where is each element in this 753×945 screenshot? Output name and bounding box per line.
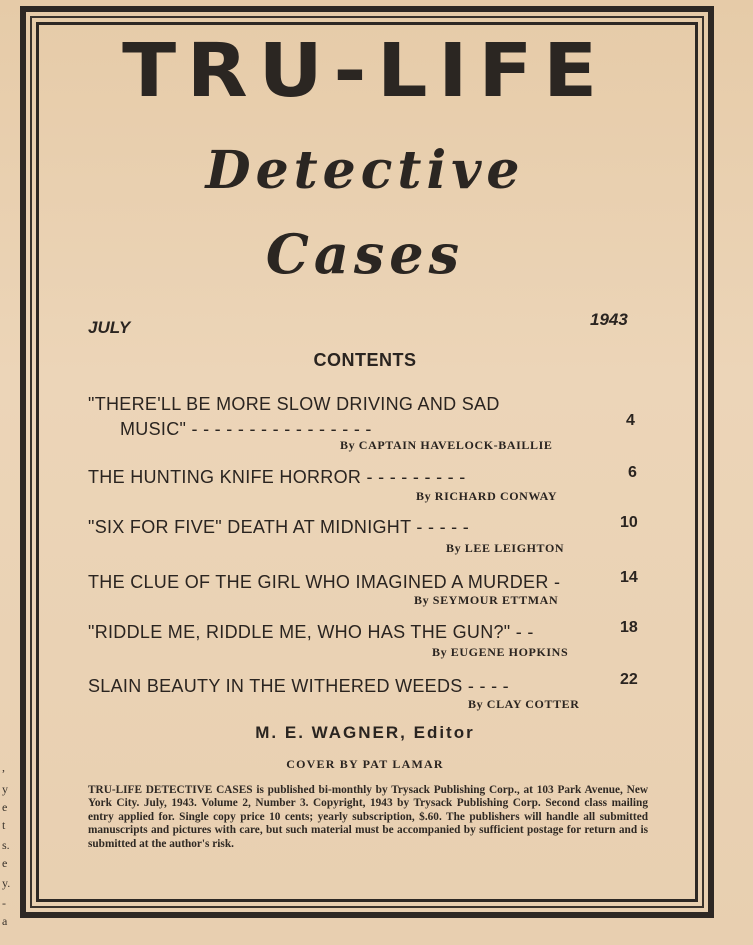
margin-fragment: e — [2, 800, 8, 814]
publication-imprint: TRU-LIFE DETECTIVE CASES is published bi-monthly by Trysack Publishing Corp., at 103 Park Avenue, New York City. July, 1943. Volume 2, Number 3. Copyright, 1943 by Trysack Publishing Corp. Second class mailing entry applied for. Single copy price 10 cents; yearly subscription, $.60. The publishers will handle all submitted manuscripts and pictures with care, but such material must be accompanied by sufficient postage for return and is submitted at the author's risk. — [88, 784, 648, 850]
margin-fragment: - — [2, 896, 6, 910]
entry-author: By LEE LEIGHTON — [446, 541, 565, 555]
entry-author: By RICHARD CONWAY — [416, 489, 558, 503]
margin-fragment: y. — [2, 876, 11, 890]
entry-title: THE HUNTING KNIFE HORROR - - - - - - - - - — [88, 467, 466, 487]
cover-credit: COVER BY PAT LAMAR — [286, 757, 444, 771]
margin-fragment: s. — [2, 838, 10, 852]
editor-credit: M. E. WAGNER, Editor — [255, 723, 475, 742]
entry-author: By SEYMOUR ETTMAN — [414, 593, 559, 607]
margin-fragment: y — [2, 782, 8, 796]
adjacent-page-edge — [0, 0, 14, 945]
entry-page-number: 14 — [620, 569, 638, 586]
margin-fragment: t — [2, 818, 6, 832]
margin-fragment: a — [2, 914, 8, 928]
contents-heading: CONTENTS — [313, 350, 417, 370]
entry-title-continued: MUSIC" - - - - - - - - - - - - - - - - — [120, 419, 372, 439]
magazine-subtitle-detective: Detective — [205, 140, 525, 201]
issue-year: 1943 — [590, 310, 628, 329]
entry-title: SLAIN BEAUTY IN THE WITHERED WEEDS - - - - — [88, 676, 509, 696]
entry-page-number: 22 — [620, 671, 638, 688]
entry-title: "THERE'LL BE MORE SLOW DRIVING AND SAD — [88, 394, 500, 414]
entry-page-number: 6 — [628, 464, 637, 481]
entry-author: By CLAY COTTER — [468, 697, 580, 711]
magazine-title: TRU-LIFE — [122, 28, 608, 114]
entry-page-number: 10 — [620, 514, 638, 531]
entry-author: By EUGENE HOPKINS — [432, 645, 569, 659]
entry-page-number: 18 — [620, 619, 638, 636]
entry-page-number: 4 — [626, 412, 635, 429]
entry-author: By CAPTAIN HAVELOCK-BAILLIE — [340, 438, 553, 452]
margin-fragment: , — [2, 760, 5, 774]
issue-month: JULY — [88, 318, 131, 337]
magazine-subtitle-cases: Cases — [265, 222, 465, 286]
margin-fragment: e — [2, 856, 8, 870]
entry-title: "SIX FOR FIVE" DEATH AT MIDNIGHT - - - - - — [88, 517, 470, 537]
entry-title: "RIDDLE ME, RIDDLE ME, WHO HAS THE GUN?" - - — [88, 622, 534, 642]
entry-title: THE CLUE OF THE GIRL WHO IMAGINED A MURDER - — [88, 572, 561, 592]
